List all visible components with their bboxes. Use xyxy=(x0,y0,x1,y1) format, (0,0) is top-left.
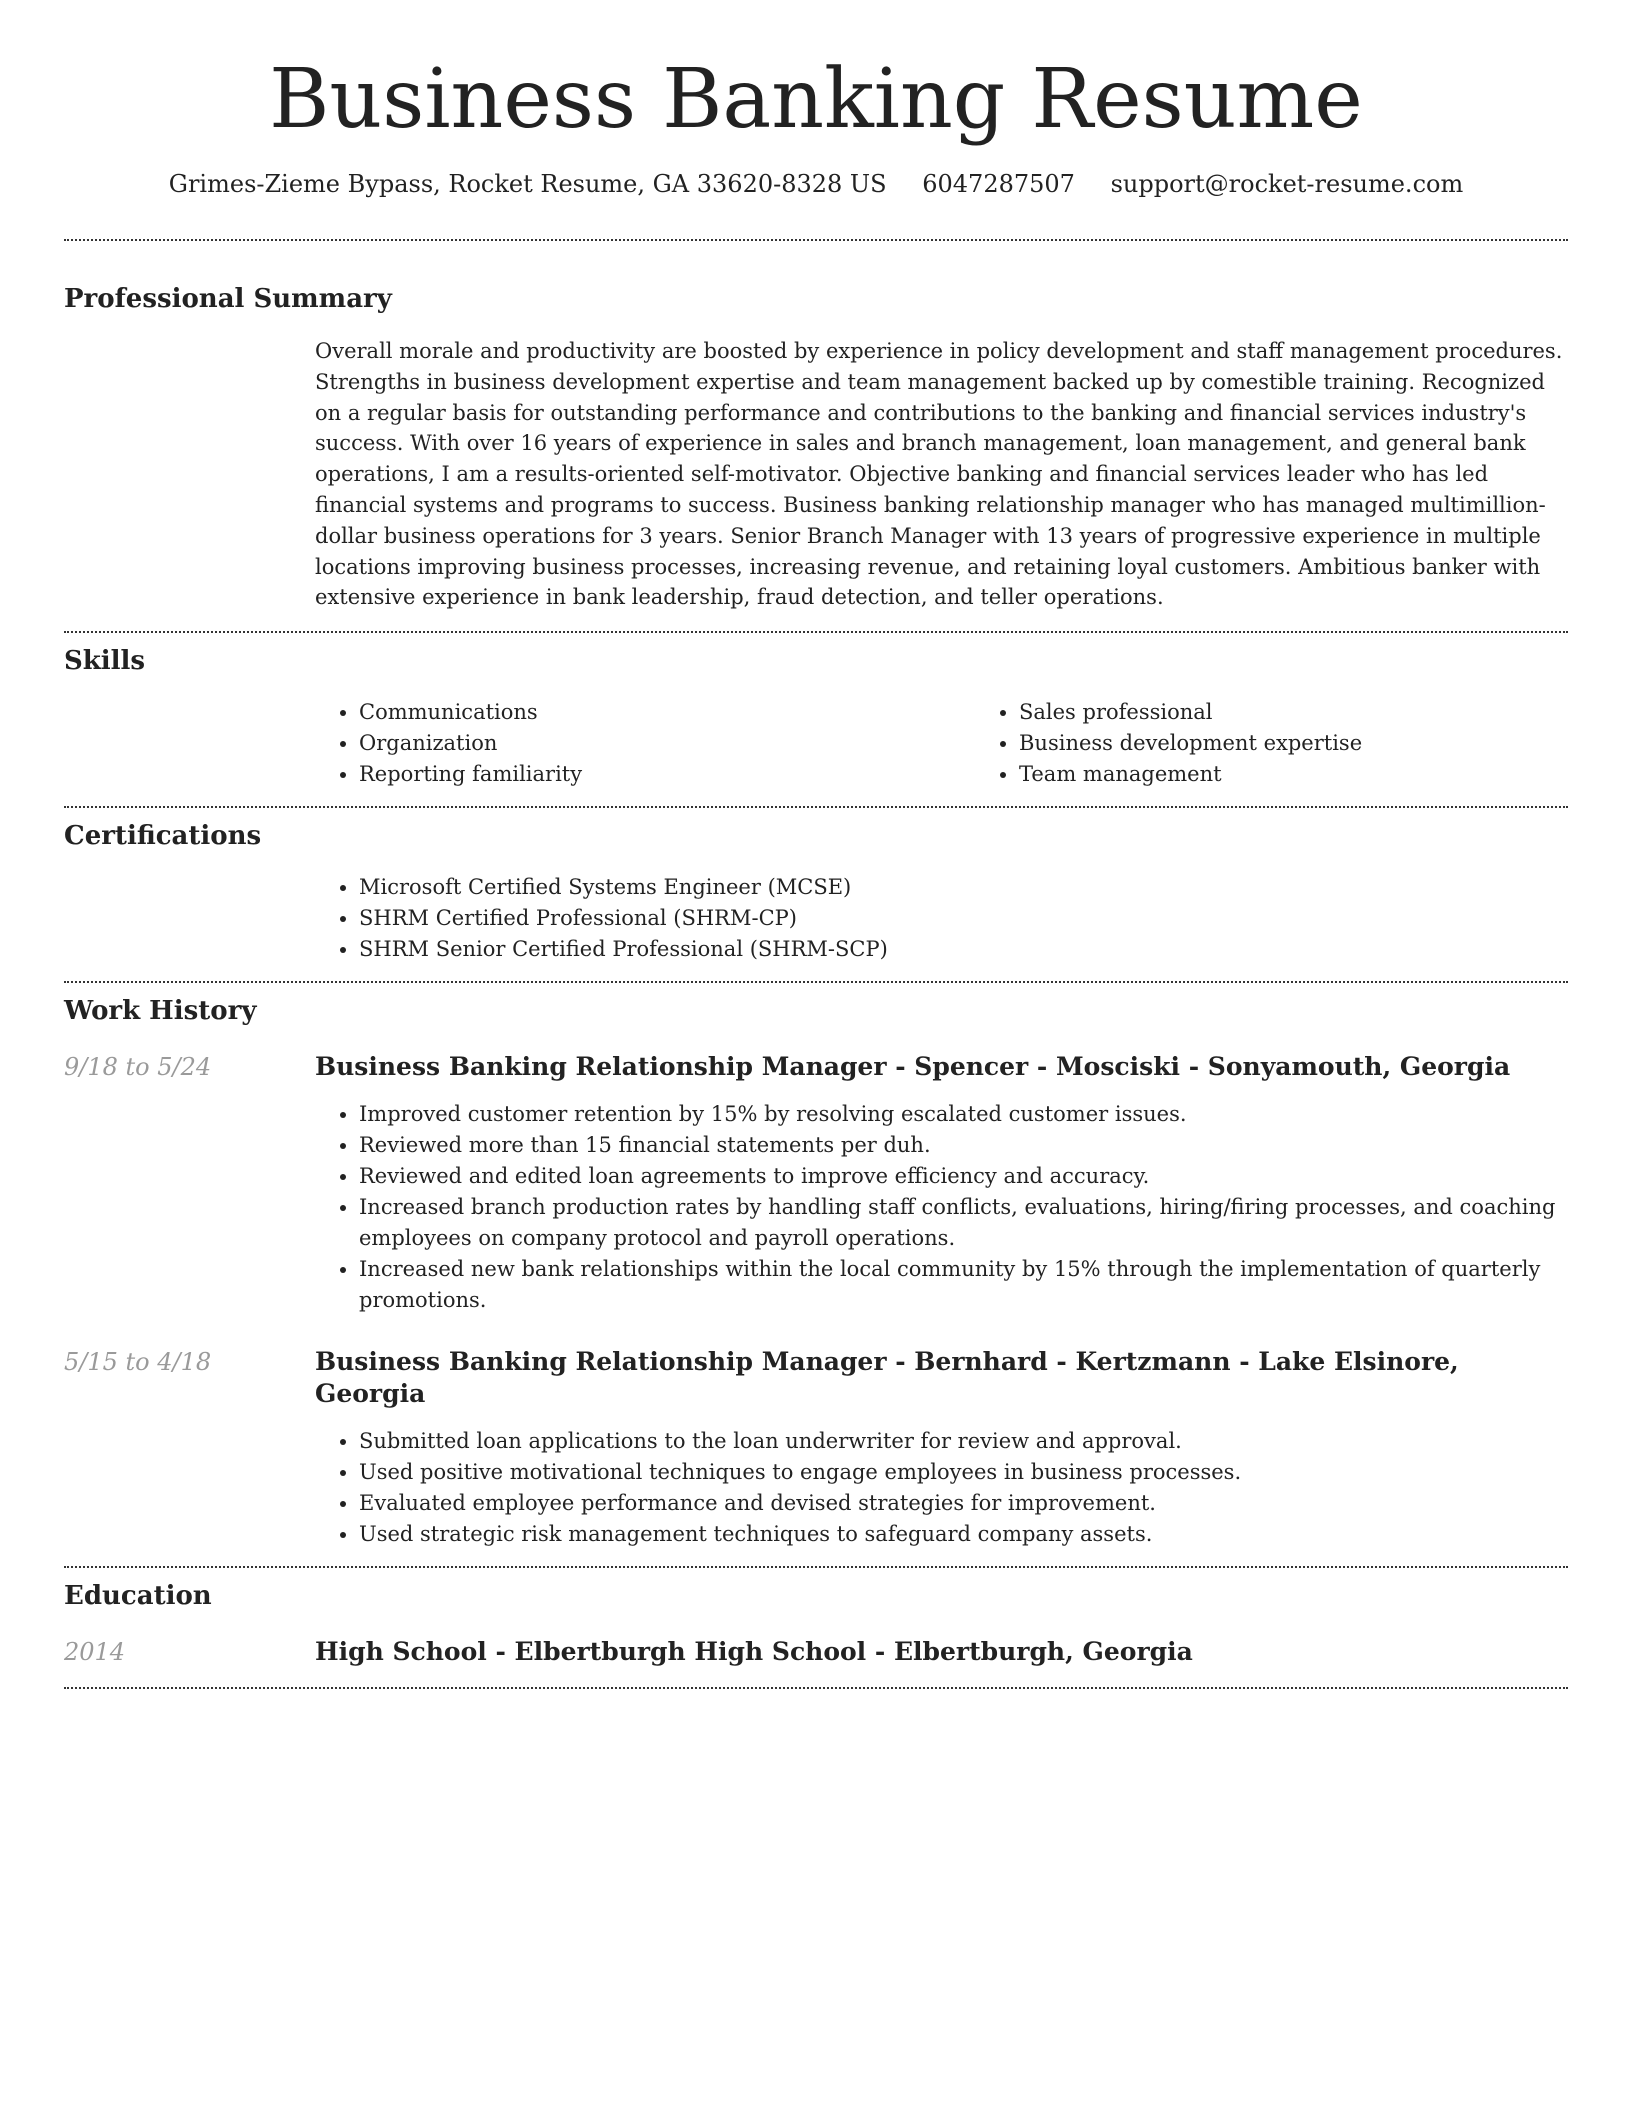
job-bullets xyxy=(315,1099,1568,1316)
skill-item: • Team management xyxy=(1019,759,1568,790)
resume-name: Business Banking Resume xyxy=(269,52,1363,147)
job-bullet: • Improved customer retention by 15% by resolving escalated customer issues. xyxy=(359,1099,1568,1130)
skills-list-left xyxy=(315,697,975,790)
section-title-skills: Skills xyxy=(64,646,146,677)
job-bullet: • Increased new bank relationships within the local community by 15% through the implementation of quarterly promotions. xyxy=(359,1254,1568,1316)
section-title-education: Education xyxy=(64,1581,212,1612)
job-dates: 9/18 to 5/24 xyxy=(64,1053,212,1082)
section-title-summary: Professional Summary xyxy=(64,284,392,314)
education-year: 2014 xyxy=(64,1638,126,1667)
job-bullet: • Reviewed and edited loan agreements to improve efficiency and accuracy. xyxy=(359,1161,1568,1192)
job-bullets xyxy=(315,1426,1568,1550)
job-title: Business Banking Relationship Manager - Bernhard - Kertzmann - Lake Elsinore, Georgia xyxy=(315,1347,1459,1409)
summary-section xyxy=(64,241,1568,613)
skill-item: • Organization xyxy=(359,728,975,759)
contact-line xyxy=(64,168,1568,200)
contact-address: Grimes-Zieme Bypass, Rocket Resume, GA 33620-8328 US xyxy=(168,170,887,198)
job-bullet: • Reviewed more than 15 financial statements per duh. xyxy=(359,1130,1568,1161)
skill-item: • Business development expertise xyxy=(1019,728,1568,759)
job-title: Business Banking Relationship Manager - Spencer - Mosciski - Sonyamouth, Georgia xyxy=(315,1052,1511,1082)
divider xyxy=(64,1687,1568,1689)
job-entry xyxy=(64,1346,1568,1550)
skill-item: • Sales professional xyxy=(1019,697,1568,728)
education-section xyxy=(64,1568,1568,1668)
education-text: High School - Elbertburgh High School - Elbertburgh, Georgia xyxy=(315,1637,1193,1667)
skills-spacer xyxy=(64,697,315,790)
job-bullet: • Increased branch production rates by handling staff conflicts, evaluations, hiring/firing processes, and coaching employees on company protocol and payroll operations. xyxy=(359,1192,1568,1254)
skill-item: • Reporting familiarity xyxy=(359,759,975,790)
section-title-work: Work History xyxy=(64,996,257,1027)
skills-list-right xyxy=(975,697,1568,790)
certification-item: • SHRM Certified Professional (SHRM-CP) xyxy=(359,903,1568,934)
certifications-list xyxy=(315,872,1568,965)
job-bullet: • Used positive motivational techniques to engage employees in business processes. xyxy=(359,1457,1568,1488)
contact-phone: 6047287507 xyxy=(922,170,1075,198)
summary-text: Overall morale and productivity are boosted by experience in policy development and staff management procedures. Strengths in business development expertise and team management backed up by comestible training. Recognized on a regular basis for outstanding performance and contributions to the banking and financial services industry's success. With over 16 years of experience in sales and branch management, loan management, and general bank operations, I am a results-oriented self-motivator. Objective banking and financial services leader who has led financial systems and programs to success. Business banking relationship manager who has managed multimillion-dollar business operations for 3 years. Senior Branch Manager with 13 years of progressive experience in multiple locations improving business processes, increasing revenue, and retaining loyal customers. Ambitious banker with extensive experience in bank leadership, fraud detection, and teller operations. xyxy=(315,339,1563,610)
contact-email: support@rocket-resume.com xyxy=(1110,170,1464,198)
certifications-spacer xyxy=(64,872,315,965)
work-history-section xyxy=(64,983,1568,1550)
job-bullet: • Submitted loan applications to the loan underwriter for review and approval. xyxy=(359,1426,1568,1457)
section-title-certifications: Certifications xyxy=(64,821,262,852)
skills-section xyxy=(64,633,1568,790)
job-entry xyxy=(64,1051,1568,1316)
certifications-section xyxy=(64,808,1568,965)
certification-item: • Microsoft Certified Systems Engineer (MCSE) xyxy=(359,872,1568,903)
job-bullet: • Evaluated employee performance and devised strategies for improvement. xyxy=(359,1488,1568,1519)
job-bullet: • Used strategic risk management techniques to safeguard company assets. xyxy=(359,1519,1568,1550)
certification-item: • SHRM Senior Certified Professional (SHRM-SCP) xyxy=(359,934,1568,965)
job-dates: 5/15 to 4/18 xyxy=(64,1348,212,1377)
education-entry xyxy=(64,1636,1568,1668)
skill-item: • Communications xyxy=(359,697,975,728)
summary-spacer xyxy=(64,336,315,613)
